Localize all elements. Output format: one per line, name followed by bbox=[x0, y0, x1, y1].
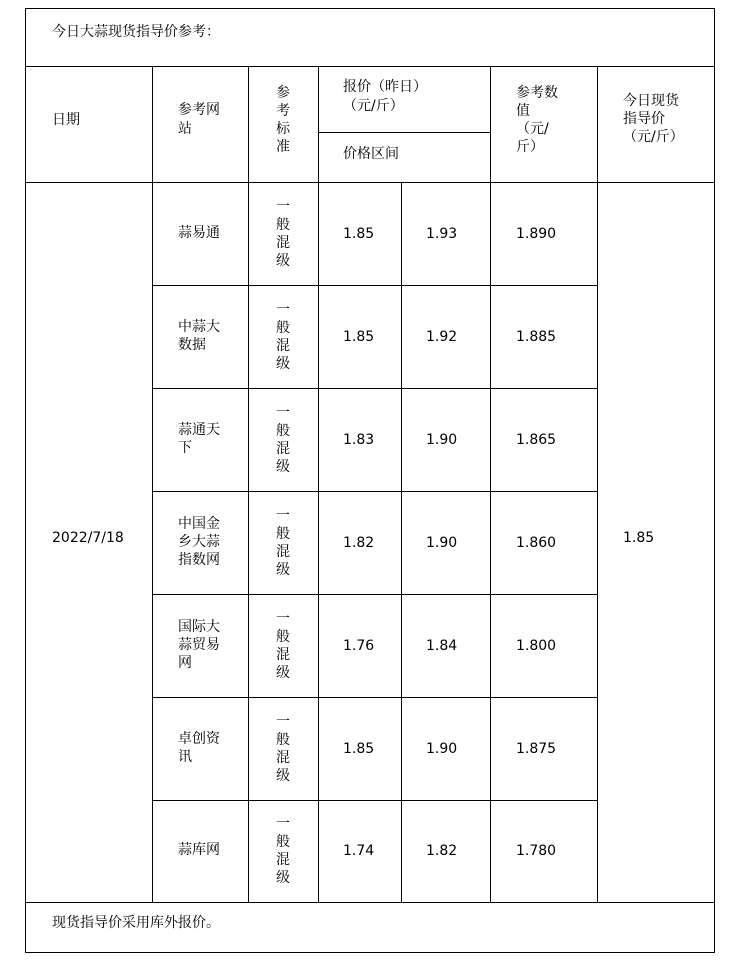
site-name-line: 中蒜大 bbox=[178, 318, 220, 335]
header-guide-line: 指导价 bbox=[623, 111, 665, 127]
ref-value-cell: 1.800 bbox=[516, 637, 557, 654]
site-name-line: 下 bbox=[178, 439, 192, 456]
price-low-cell: 1.82 bbox=[343, 534, 375, 551]
header-ref-line: （元/ bbox=[516, 121, 549, 137]
standard-cell: 一般混级 bbox=[276, 198, 290, 269]
site-name-line: 蒜通天 bbox=[178, 421, 220, 438]
grid-line-h bbox=[25, 8, 715, 9]
site-name-line: 卓创资 bbox=[178, 730, 220, 747]
grid-line-v bbox=[597, 66, 598, 903]
standard-cell: 一般混级 bbox=[276, 404, 290, 475]
grid-line-v bbox=[714, 8, 715, 953]
standard-cell: 一般混级 bbox=[276, 301, 290, 372]
site-name-line: 指数网 bbox=[178, 551, 220, 568]
price-high-cell: 1.90 bbox=[426, 431, 458, 448]
price-low-cell: 1.85 bbox=[343, 328, 375, 345]
header-ref-line: 参考数 bbox=[516, 85, 558, 101]
header-guide-line: 今日现货 bbox=[623, 93, 679, 109]
ref-value-cell: 1.860 bbox=[516, 534, 557, 551]
grid-line-v bbox=[318, 66, 319, 903]
grid-line-v bbox=[401, 182, 402, 903]
grid-line-v bbox=[25, 8, 26, 953]
site-name-line: 蒜库网 bbox=[178, 842, 220, 858]
ref-value-cell: 1.865 bbox=[516, 431, 557, 448]
header-ref-line: 值 bbox=[516, 103, 530, 119]
date-cell: 2022/7/18 bbox=[52, 530, 124, 546]
standard-cell: 一般混级 bbox=[276, 816, 290, 886]
price-high-cell: 1.93 bbox=[426, 225, 458, 242]
table-title: 今日大蒜现货指导价参考： bbox=[52, 24, 220, 40]
price-low-cell: 1.85 bbox=[343, 225, 375, 242]
price-high-cell: 1.92 bbox=[426, 328, 458, 345]
site-name-line: 蒜贸易 bbox=[178, 636, 220, 653]
site-name-line: 中国金 bbox=[178, 515, 220, 532]
site-name-line: 乡大蒜 bbox=[178, 533, 220, 550]
site-name-line: 讯 bbox=[178, 748, 192, 765]
standard-cell: 一般混级 bbox=[276, 507, 290, 578]
price-high-cell: 1.82 bbox=[426, 843, 458, 859]
ref-value-cell: 1.890 bbox=[516, 225, 557, 242]
header-site-line: 站 bbox=[178, 121, 192, 137]
header-site-line: 参考网 bbox=[178, 102, 220, 118]
price-low-cell: 1.74 bbox=[343, 843, 375, 859]
grid-line-h bbox=[152, 800, 598, 801]
price-low-cell: 1.85 bbox=[343, 740, 375, 757]
price-low-cell: 1.83 bbox=[343, 431, 375, 448]
grid-line-h bbox=[152, 594, 598, 595]
grid-line-v bbox=[490, 66, 491, 903]
price-high-cell: 1.90 bbox=[426, 740, 458, 757]
price-low-cell: 1.76 bbox=[343, 637, 375, 654]
grid-line-h bbox=[25, 66, 715, 67]
grid-line-h bbox=[25, 182, 715, 183]
site-name-line: 网 bbox=[178, 654, 192, 671]
site-name-line: 国际大 bbox=[178, 618, 220, 635]
header-standard: 参考标准 bbox=[276, 85, 290, 155]
site-name-line: 数据 bbox=[178, 336, 206, 353]
table-footer: 现货指导价采用库外报价。 bbox=[52, 915, 220, 931]
header-range: 价格区间 bbox=[343, 146, 399, 162]
grid-line-h bbox=[152, 697, 598, 698]
grid-line-v bbox=[152, 66, 153, 903]
guide-price-cell: 1.85 bbox=[623, 530, 655, 546]
grid-line-h bbox=[152, 491, 598, 492]
ref-value-cell: 1.875 bbox=[516, 740, 557, 757]
price-high-cell: 1.84 bbox=[426, 637, 458, 654]
grid-line-h bbox=[318, 132, 491, 133]
standard-cell: 一般混级 bbox=[276, 610, 290, 681]
grid-line-v bbox=[248, 66, 249, 903]
header-quote-line: （元/斤） bbox=[343, 98, 404, 114]
ref-value-cell: 1.780 bbox=[516, 843, 557, 859]
header-date: 日期 bbox=[52, 112, 80, 128]
grid-line-h bbox=[152, 285, 598, 286]
standard-cell: 一般混级 bbox=[276, 713, 290, 784]
ref-value-cell: 1.885 bbox=[516, 328, 557, 345]
price-high-cell: 1.90 bbox=[426, 534, 458, 551]
grid-line-h bbox=[152, 388, 598, 389]
header-quote-line: 报价（昨日） bbox=[343, 79, 427, 95]
grid-line-h bbox=[25, 952, 715, 953]
site-name-line: 蒜易通 bbox=[178, 224, 220, 241]
header-guide-line: （元/斤） bbox=[623, 129, 684, 145]
header-ref-line: 斤） bbox=[516, 139, 544, 155]
grid-line-h bbox=[25, 902, 715, 903]
